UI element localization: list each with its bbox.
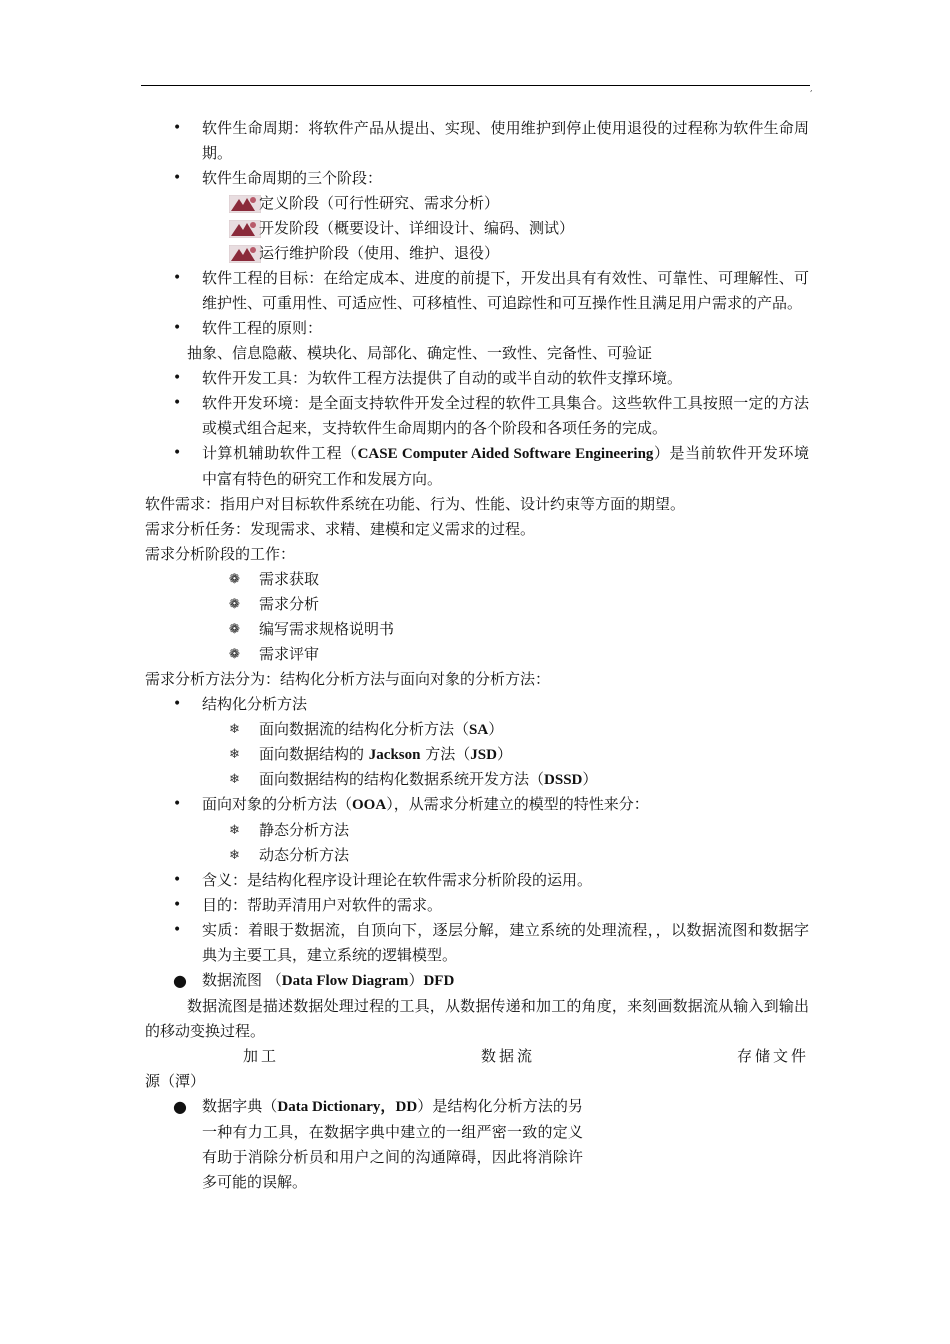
list-item: • 软件生命周期的三个阶段： <box>145 166 809 191</box>
data-dictionary-paragraph: ● 数据字典（Data Dictionary，DD）是结构化分析方法的另一种有力工具，在数据字典中建立的一组严密一致的定义有助于消除分析员和用户之间的沟通障碍，因此将消除许多可能的误解。 <box>145 1094 583 1195</box>
method-item: ❄ 静态分析方法 <box>145 818 809 843</box>
stage-item: 开发阶段（概要设计、详细设计、编码、测试） <box>145 216 809 241</box>
list-item: • 含义：是结构化程序设计理论在软件需求分析阶段的运用。 <box>145 868 809 893</box>
stage-item: 定义阶段（可行性研究、需求分析） <box>145 191 809 216</box>
flower-bullet-icon: ❁ <box>229 622 240 637</box>
req-work-title: 需求分析阶段的工作： <box>145 545 296 563</box>
bullet-dot-icon: • <box>173 872 182 888</box>
stage-image-icon <box>229 195 261 213</box>
flower-bullet-icon: ❁ <box>229 597 240 612</box>
req-work-item: ❁ 需求分析 <box>145 592 809 617</box>
snowflake-bullet-icon: ❄ <box>229 848 240 863</box>
bullet-dot-icon: • <box>173 320 182 336</box>
method-item: ❄ 动态分析方法 <box>145 843 809 868</box>
list-item: • 软件工程的原则： <box>145 316 809 341</box>
list-item: • 软件开发工具：为软件工程方法提供了自动的或半自动的软件支撑环境。 <box>145 366 809 391</box>
snowflake-bullet-icon: ❄ <box>229 823 240 838</box>
bullet-dot-icon: • <box>173 897 182 913</box>
list-item: • 软件生命周期：将软件产品从提出、实现、使用维护到停止使用退役的过程称为软件生命周期。 <box>145 116 809 166</box>
stage-item: 运行维护阶段（使用、维护、退役） <box>145 241 809 266</box>
dfd-description: 数据流图是描述数据处理过程的工具，从数据传递和加工的角度，来刻画数据流从输入到输出的移动变换过程。 <box>145 997 809 1040</box>
flower-bullet-icon: ❁ <box>229 647 240 662</box>
header-rule <box>141 85 810 86</box>
bullet-dot-icon: • <box>173 370 182 386</box>
bullet-filled-circle-icon: ● <box>173 1097 187 1116</box>
req-work-item: ❁ 编写需求规格说明书 <box>145 617 809 642</box>
list-item: • 目的：帮助弄清用户对软件的需求。 <box>145 893 809 918</box>
dfd-source: 源（潭） <box>145 1072 206 1090</box>
req-work-item: ❁ 需求获取 <box>145 567 809 592</box>
stage-image-icon <box>229 245 261 263</box>
bullet-dot-icon: • <box>173 270 182 286</box>
stage-image-icon <box>229 220 261 238</box>
bullet-dot-icon: • <box>173 922 182 938</box>
list-item: • 实质：着眼于数据流，自顶向下，逐层分解，建立系统的处理流程，，以数据流图和数据字典为主要工具，建立系统的逻辑模型。 <box>145 918 809 968</box>
document-body <box>145 116 809 1195</box>
header-mark: , <box>810 84 813 93</box>
bullet-dot-icon: • <box>173 120 182 136</box>
snowflake-bullet-icon: ❄ <box>229 722 240 737</box>
dfd-elements: 加工 数据流 存储文件 <box>243 1047 809 1065</box>
list-item: • 软件开发环境：是全面支持软件开发全过程的软件工具集合。这些软件工具按照一定的方法或模式组合起来，支持软件生命周期内的各个阶段和各项任务的完成。 <box>145 391 809 441</box>
req-work-item: ❁ 需求评审 <box>145 642 809 667</box>
list-item: • 计算机辅助软件工程（CASE Computer Aided Software Engineering）是当前软件开发环境中富有特色的研究工作和发展方向。 <box>145 441 809 492</box>
list-item: • 结构化分析方法 <box>145 692 809 717</box>
bullet-filled-circle-icon: ● <box>173 971 187 990</box>
flower-bullet-icon: ❁ <box>229 572 240 587</box>
snowflake-bullet-icon: ❄ <box>229 772 240 787</box>
method-item: ❄ 面向数据结构的结构化数据系统开发方法（DSSD） <box>145 767 809 792</box>
list-item: • 面向对象的分析方法（OOA），从需求分析建立的模型的特性来分： <box>145 792 809 818</box>
dfd-heading: ● 数据流图 （Data Flow Diagram）DFD <box>145 968 809 994</box>
principles-text: 抽象、信息隐蔽、模块化、局部化、确定性、一致性、完备性、可验证 <box>187 344 653 362</box>
req-definition: 软件需求：指用户对目标软件系统在功能、行为、性能、设计约束等方面的期望。 <box>145 495 686 513</box>
bullet-dot-icon: • <box>173 170 182 186</box>
bullet-dot-icon: • <box>173 796 182 812</box>
methods-intro: 需求分析方法分为：结构化分析方法与面向对象的分析方法： <box>145 670 551 688</box>
bullet-dot-icon: • <box>173 395 182 411</box>
method-item: ❄ 面向数据流的结构化分析方法（SA） <box>145 717 809 742</box>
snowflake-bullet-icon: ❄ <box>229 747 240 762</box>
bullet-dot-icon: • <box>173 696 182 712</box>
list-item: • 软件工程的目标：在给定成本、进度的前提下，开发出具有有效性、可靠性、可理解性、可维护性、可重用性、可适应性、可移植性、可追踪性和可互操作性且满足用户需求的产品。 <box>145 266 809 316</box>
req-task: 需求分析任务：发现需求、求精、建模和定义需求的过程。 <box>145 520 536 538</box>
method-item: ❄ 面向数据结构的 Jackson 方法（JSD） <box>145 742 809 767</box>
bullet-dot-icon: • <box>173 445 182 461</box>
